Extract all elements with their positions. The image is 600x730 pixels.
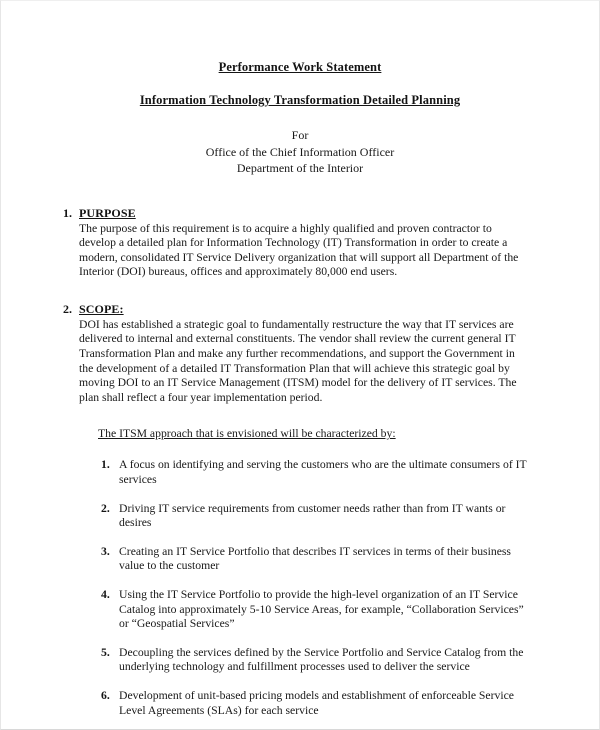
list-item-text: Using the IT Service Portfolio to provide the high-level organization of an IT Service Catalog into approximately 5-10 Service Areas, for example, “Collaboration Services” or “Geospatial Services” <box>119 588 524 631</box>
section-heading: PURPOSE <box>79 205 136 220</box>
itsm-intro-wrapper <box>1 405 599 442</box>
list-item-text: Decoupling the services defined by the Service Portfolio and Service Catalog from the underlying technology and fulfillment processes used to deliver the service <box>119 645 524 674</box>
itsm-characteristics-list <box>1 458 599 718</box>
list-item-number: 4. <box>101 588 110 601</box>
section-number: 2. <box>63 301 72 316</box>
section-purpose <box>63 205 527 280</box>
list-item <box>101 458 527 487</box>
list-item-number: 5. <box>101 645 110 659</box>
list-item-text: Development of unit-based pricing models and establishment of enforceable Service Level Agreements (SLAs) for each service <box>119 688 514 717</box>
page-subtitle: Information Technology Transformation Detailed Planning <box>139 93 461 107</box>
list-item <box>101 502 527 531</box>
for-label: For <box>291 128 309 142</box>
page-title: Performance Work Statement <box>218 60 382 74</box>
organization-name: Office of the Chief Information Officer <box>205 144 395 159</box>
section-scope <box>63 301 527 406</box>
list-item-number: 2. <box>101 501 110 515</box>
list-item-number: 6. <box>101 688 110 702</box>
section-number: 1. <box>63 205 72 220</box>
document-sheet <box>1 1 599 729</box>
list-item <box>101 689 527 718</box>
section-body: The purpose of this requirement is to acquire a highly qualified and proven contractor to develop a detailed plan for Information Technology (IT) Transformation in order to create a modern, consolidated IT Service Delivery organization that will support all Department of the Interior (DOI) bureaus, offices and approximately 80,000 end users. <box>79 221 519 279</box>
title-block <box>1 1 599 177</box>
department-name: Department of the Interior <box>236 161 364 175</box>
list-item-number: 3. <box>101 544 110 558</box>
list-item-number: 1. <box>101 458 110 472</box>
section-body: DOI has established a strategic goal to fundamentally restructure the way that IT services are delivered to internal and external constituents. The vendor shall review the current general IT Transformation Plan and make any further recommendations, and support the Government in the development of a detailed IT Transformation Plan that will achieve this strategic goal by moving DOI to an IT Service Management (ITSM) model for the delivery of IT services. The plan shall reflect a four year implementation period. <box>79 317 517 404</box>
addressee-block <box>1 127 599 177</box>
list-item <box>101 646 527 675</box>
section-heading: SCOPE: <box>79 301 124 316</box>
itsm-intro-text: The ITSM approach that is envisioned will be characterized by: <box>98 427 396 441</box>
list-item-text: Driving IT service requirements from customer needs rather than from IT wants or desires <box>119 501 506 530</box>
list-item-text: A focus on identifying and serving the customers who are the ultimate consumers of IT services <box>119 458 527 487</box>
list-item <box>101 545 527 574</box>
list-item-text: Creating an IT Service Portfolio that describes IT services in terms of their business value to the customer <box>119 544 511 573</box>
list-item <box>101 588 527 632</box>
